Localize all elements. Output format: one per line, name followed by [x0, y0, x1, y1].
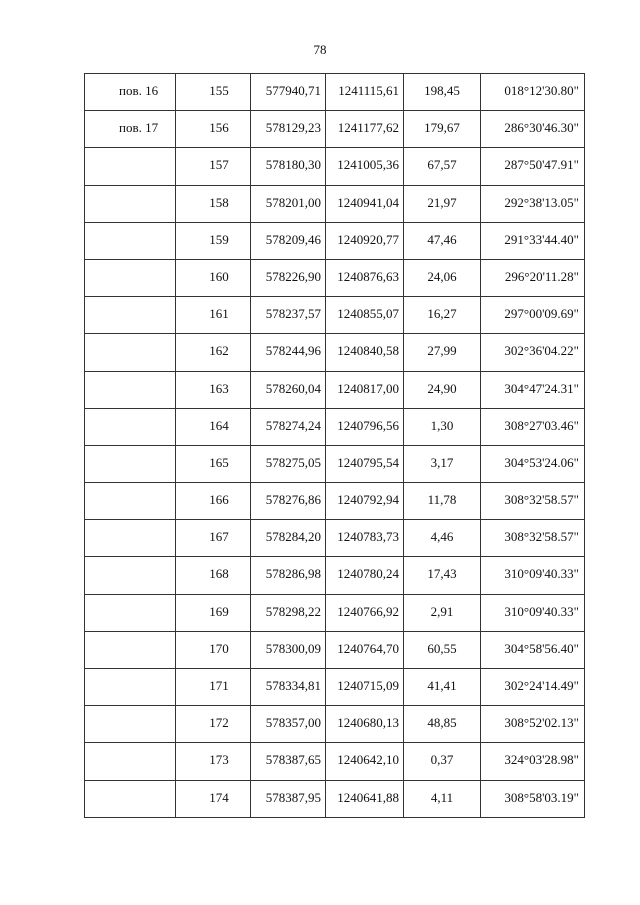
point-number-cell: [176, 520, 251, 557]
y-coordinate-cell: [326, 111, 404, 148]
point-number-cell: [176, 445, 251, 482]
point-number-cell-text: 155: [209, 83, 229, 98]
x-coordinate-cell-text: 578226,90: [265, 268, 321, 284]
length-cell: [404, 483, 481, 520]
direction-angle-cell-text: 296°20'11.28": [504, 268, 579, 284]
x-coordinate-cell-text: 578298,22: [265, 603, 321, 619]
table-row: [85, 557, 585, 594]
turn-point-cell-text: [85, 297, 175, 307]
direction-angle-cell-text: 292°38'13.05": [504, 194, 579, 210]
length-cell-text: 41,41: [427, 678, 457, 693]
turn-point-cell-text: [85, 372, 175, 382]
length-cell-text: 24,90: [427, 380, 457, 396]
direction-angle-cell-text: 304°53'24.06": [504, 454, 579, 470]
x-coordinate-cell: [251, 334, 326, 371]
length-cell: [404, 445, 481, 482]
length-cell: [404, 408, 481, 445]
y-coordinate-cell: [326, 780, 404, 817]
length-cell: [404, 520, 481, 557]
x-coordinate-cell: [251, 185, 326, 222]
direction-angle-cell: [481, 594, 585, 631]
coordinates-table: [84, 73, 585, 818]
direction-angle-cell: [481, 74, 585, 111]
y-coordinate-cell-text: 1240876,63: [337, 268, 399, 284]
direction-angle-cell-text: 308°32'58.57": [504, 492, 579, 508]
point-number-cell: [176, 408, 251, 445]
direction-angle-cell-text: 304°47'24.31": [504, 380, 579, 396]
turn-point-cell: [85, 557, 176, 594]
x-coordinate-cell: [251, 669, 326, 706]
x-coordinate-cell-text: 578387,95: [265, 789, 321, 805]
turn-point-cell-text: [85, 446, 175, 456]
turn-point-cell: [85, 259, 176, 296]
length-cell-text: 0,37: [430, 752, 454, 768]
x-coordinate-cell: [251, 743, 326, 780]
y-coordinate-cell-text: 1240840,58: [337, 343, 399, 359]
turn-point-cell-text: [85, 669, 175, 679]
direction-angle-cell-text: 302°24'14.49": [504, 678, 579, 693]
x-coordinate-cell-text: 578274,24: [265, 417, 321, 433]
point-number-cell: [176, 297, 251, 334]
x-coordinate-cell: [251, 520, 326, 557]
y-coordinate-cell: [326, 706, 404, 743]
turn-point-cell: [85, 483, 176, 520]
turn-point-cell-text: пов. 16: [119, 83, 159, 98]
table-row: [85, 743, 585, 780]
turn-point-cell: [85, 371, 176, 408]
point-number-cell-text: 166: [209, 492, 229, 508]
x-coordinate-cell-text: 578276,86: [265, 492, 321, 508]
point-number-cell-text: 171: [209, 678, 229, 693]
table-row: [85, 780, 585, 817]
x-coordinate-cell-text: 578180,30: [265, 157, 321, 173]
length-cell: [404, 557, 481, 594]
point-number-cell: [176, 334, 251, 371]
turn-point-cell: [85, 334, 176, 371]
x-coordinate-cell-text: 578284,20: [265, 529, 321, 545]
length-cell-text: 4,46: [430, 529, 454, 545]
turn-point-cell: [85, 780, 176, 817]
length-cell-text: 24,06: [427, 268, 457, 284]
y-coordinate-cell: [326, 185, 404, 222]
y-coordinate-cell-text: 1241005,36: [337, 157, 399, 173]
y-coordinate-cell: [326, 259, 404, 296]
x-coordinate-cell: [251, 148, 326, 185]
length-cell: [404, 222, 481, 259]
direction-angle-cell-text: 291°33'44.40": [504, 231, 579, 247]
y-coordinate-cell-text: 1240817,00: [337, 380, 399, 396]
y-coordinate-cell-text: 1240941,04: [337, 194, 399, 210]
point-number-cell: [176, 371, 251, 408]
point-number-cell-text: 170: [209, 640, 229, 656]
point-number-cell-text: 161: [209, 306, 229, 322]
length-cell: [404, 594, 481, 631]
direction-angle-cell: [481, 222, 585, 259]
length-cell-text: 16,27: [427, 306, 457, 322]
turn-point-cell-text: [85, 186, 175, 196]
point-number-cell: [176, 222, 251, 259]
point-number-cell-text: 158: [209, 194, 229, 210]
x-coordinate-cell: [251, 631, 326, 668]
point-number-cell-text: 167: [209, 529, 229, 545]
direction-angle-cell-text: 287°50'47.91": [504, 157, 579, 173]
point-number-cell: [176, 111, 251, 148]
y-coordinate-cell: [326, 334, 404, 371]
length-cell-text: 27,99: [427, 343, 457, 359]
table-row: [85, 222, 585, 259]
turn-point-cell: [85, 185, 176, 222]
x-coordinate-cell-text: 578286,98: [265, 566, 321, 582]
turn-point-cell-text: [85, 781, 175, 791]
table-row: [85, 594, 585, 631]
length-cell: [404, 111, 481, 148]
length-cell: [404, 334, 481, 371]
length-cell-text: 179,67: [424, 120, 460, 136]
y-coordinate-cell-text: 1240764,70: [337, 640, 399, 656]
coordinates-table-body: [85, 74, 585, 818]
point-number-cell-text: 159: [209, 231, 229, 247]
point-number-cell-text: 156: [209, 120, 229, 136]
turn-point-cell-text: [85, 632, 175, 642]
direction-angle-cell-text: 310°09'40.33": [504, 566, 579, 582]
table-row: [85, 706, 585, 743]
page-number: 78: [313, 42, 327, 57]
turn-point-cell-text: [85, 595, 175, 605]
point-number-cell-text: 157: [209, 157, 229, 173]
point-number-cell: [176, 74, 251, 111]
x-coordinate-cell: [251, 408, 326, 445]
length-cell-text: 17,43: [427, 566, 457, 582]
direction-angle-cell: [481, 148, 585, 185]
direction-angle-cell: [481, 297, 585, 334]
x-coordinate-cell: [251, 371, 326, 408]
turn-point-cell-text: [85, 557, 175, 567]
direction-angle-cell: [481, 557, 585, 594]
length-cell-text: 11,78: [427, 492, 457, 508]
y-coordinate-cell-text: 1240796,56: [337, 417, 399, 433]
turn-point-cell: [85, 520, 176, 557]
length-cell-text: 21,97: [427, 194, 457, 210]
table-row: [85, 631, 585, 668]
point-number-cell-text: 168: [209, 566, 229, 582]
point-number-cell: [176, 743, 251, 780]
x-coordinate-cell: [251, 445, 326, 482]
direction-angle-cell-text: 308°27'03.46": [504, 417, 579, 433]
point-number-cell-text: 163: [209, 380, 229, 396]
length-cell-text: 48,85: [427, 715, 457, 731]
y-coordinate-cell-text: 1240642,10: [337, 752, 399, 768]
x-coordinate-cell: [251, 483, 326, 520]
y-coordinate-cell-text: 1240715,09: [337, 678, 399, 693]
table-row: [85, 669, 585, 706]
x-coordinate-cell: [251, 111, 326, 148]
y-coordinate-cell-text: 1240783,73: [337, 529, 399, 545]
direction-angle-cell-text: 310°09'40.33": [504, 603, 579, 619]
direction-angle-cell-text: 308°52'02.13": [504, 715, 579, 731]
point-number-cell: [176, 259, 251, 296]
table-row: [85, 371, 585, 408]
point-number-cell: [176, 631, 251, 668]
direction-angle-cell: [481, 408, 585, 445]
turn-point-cell: [85, 297, 176, 334]
direction-angle-cell-text: 308°32'58.57": [504, 529, 579, 545]
x-coordinate-cell-text: 578334,81: [265, 678, 321, 693]
point-number-cell-text: 164: [209, 417, 229, 433]
turn-point-cell: [85, 222, 176, 259]
turn-point-cell-text: [85, 706, 175, 716]
turn-point-cell: [85, 631, 176, 668]
y-coordinate-cell: [326, 520, 404, 557]
turn-point-cell: [85, 594, 176, 631]
y-coordinate-cell: [326, 371, 404, 408]
table-row: [85, 408, 585, 445]
length-cell-text: 198,45: [424, 83, 460, 98]
point-number-cell: [176, 669, 251, 706]
y-coordinate-cell-text: 1240641,88: [337, 789, 399, 805]
table-row: [85, 297, 585, 334]
y-coordinate-cell: [326, 557, 404, 594]
direction-angle-cell-text: 286°30'46.30": [504, 120, 579, 136]
direction-angle-cell: [481, 445, 585, 482]
direction-angle-cell: [481, 185, 585, 222]
direction-angle-cell-text: 297°00'09.69": [504, 306, 579, 322]
turn-point-cell: [85, 111, 176, 148]
y-coordinate-cell: [326, 445, 404, 482]
point-number-cell: [176, 594, 251, 631]
turn-point-cell-text: [85, 260, 175, 270]
turn-point-cell-text: [85, 334, 175, 344]
length-cell: [404, 780, 481, 817]
direction-angle-cell: [481, 483, 585, 520]
x-coordinate-cell-text: 578275,05: [265, 454, 321, 470]
x-coordinate-cell: [251, 780, 326, 817]
x-coordinate-cell: [251, 74, 326, 111]
turn-point-cell-text: [85, 520, 175, 530]
point-number-cell: [176, 780, 251, 817]
length-cell-text: 3,17: [430, 454, 454, 470]
table-row: [85, 483, 585, 520]
length-cell: [404, 297, 481, 334]
x-coordinate-cell-text: 578201,00: [265, 194, 321, 210]
length-cell-text: 67,57: [427, 157, 457, 173]
length-cell-text: 1,30: [430, 417, 454, 433]
point-number-cell-text: 173: [209, 752, 229, 768]
table-row: [85, 74, 585, 111]
x-coordinate-cell-text: 577940,71: [265, 83, 321, 98]
direction-angle-cell: [481, 631, 585, 668]
turn-point-cell: [85, 445, 176, 482]
turn-point-cell-text: [85, 223, 175, 233]
point-number-cell: [176, 557, 251, 594]
direction-angle-cell-text: 302°36'04.22": [504, 343, 579, 359]
direction-angle-cell-text: 324°03'28.98": [504, 752, 579, 768]
turn-point-cell-text: [85, 483, 175, 493]
x-coordinate-cell-text: 578387,65: [265, 752, 321, 768]
length-cell: [404, 706, 481, 743]
length-cell: [404, 371, 481, 408]
direction-angle-cell: [481, 520, 585, 557]
y-coordinate-cell: [326, 222, 404, 259]
x-coordinate-cell: [251, 557, 326, 594]
direction-angle-cell: [481, 706, 585, 743]
table-row: [85, 445, 585, 482]
length-cell: [404, 743, 481, 780]
point-number-cell-text: 165: [209, 454, 229, 470]
turn-point-cell-text: [85, 148, 175, 158]
turn-point-cell-text: [85, 409, 175, 419]
length-cell: [404, 74, 481, 111]
turn-point-cell: [85, 148, 176, 185]
y-coordinate-cell-text: 1240680,13: [337, 715, 399, 731]
length-cell-text: 4,11: [430, 789, 454, 805]
x-coordinate-cell-text: 578357,00: [265, 715, 321, 731]
direction-angle-cell: [481, 111, 585, 148]
point-number-cell-text: 162: [209, 343, 229, 359]
table-row: [85, 259, 585, 296]
turn-point-cell: [85, 669, 176, 706]
y-coordinate-cell-text: 1240855,07: [337, 306, 399, 322]
y-coordinate-cell-text: 1240920,77: [337, 231, 399, 247]
direction-angle-cell-text: 308°58'03.19": [504, 789, 579, 805]
length-cell: [404, 259, 481, 296]
length-cell-text: 2,91: [430, 603, 454, 619]
x-coordinate-cell: [251, 297, 326, 334]
direction-angle-cell: [481, 371, 585, 408]
point-number-cell: [176, 706, 251, 743]
length-cell: [404, 148, 481, 185]
point-number-cell: [176, 483, 251, 520]
turn-point-cell: [85, 74, 176, 111]
turn-point-cell: [85, 408, 176, 445]
turn-point-cell: [85, 706, 176, 743]
y-coordinate-cell: [326, 743, 404, 780]
y-coordinate-cell-text: 1240780,24: [337, 566, 399, 582]
direction-angle-cell: [481, 780, 585, 817]
point-number-cell-text: 174: [209, 789, 229, 805]
y-coordinate-cell: [326, 669, 404, 706]
x-coordinate-cell-text: 578244,96: [265, 343, 321, 359]
y-coordinate-cell: [326, 631, 404, 668]
length-cell-text: 60,55: [427, 640, 457, 656]
direction-angle-cell-text: 304°58'56.40": [504, 640, 579, 656]
table-row: [85, 520, 585, 557]
table-row: [85, 111, 585, 148]
table-row: [85, 148, 585, 185]
direction-angle-cell: [481, 334, 585, 371]
length-cell: [404, 631, 481, 668]
table-row: [85, 185, 585, 222]
turn-point-cell-text: [85, 743, 175, 753]
x-coordinate-cell: [251, 259, 326, 296]
length-cell: [404, 185, 481, 222]
x-coordinate-cell-text: 578300,09: [265, 640, 321, 656]
x-coordinate-cell-text: 578129,23: [265, 120, 321, 136]
x-coordinate-cell: [251, 706, 326, 743]
y-coordinate-cell-text: 1241115,61: [338, 83, 399, 98]
direction-angle-cell: [481, 259, 585, 296]
point-number-cell-text: 172: [209, 715, 229, 731]
y-coordinate-cell: [326, 74, 404, 111]
point-number-cell-text: 169: [209, 603, 229, 619]
table-row: [85, 334, 585, 371]
y-coordinate-cell: [326, 297, 404, 334]
y-coordinate-cell: [326, 594, 404, 631]
y-coordinate-cell-text: 1240766,92: [337, 603, 399, 619]
direction-angle-cell-text: 018°12'30.80": [504, 83, 579, 98]
length-cell-text: 47,46: [427, 231, 457, 247]
direction-angle-cell: [481, 669, 585, 706]
y-coordinate-cell: [326, 408, 404, 445]
turn-point-cell: [85, 743, 176, 780]
y-coordinate-cell: [326, 483, 404, 520]
point-number-cell-text: 160: [209, 268, 229, 284]
x-coordinate-cell: [251, 594, 326, 631]
x-coordinate-cell-text: 578209,46: [265, 231, 321, 247]
y-coordinate-cell-text: 1240795,54: [337, 454, 399, 470]
y-coordinate-cell: [326, 148, 404, 185]
turn-point-cell-text: пов. 17: [119, 120, 159, 136]
direction-angle-cell: [481, 743, 585, 780]
length-cell: [404, 669, 481, 706]
x-coordinate-cell-text: 578260,04: [265, 380, 321, 396]
x-coordinate-cell-text: 578237,57: [265, 306, 321, 322]
point-number-cell: [176, 185, 251, 222]
y-coordinate-cell-text: 1241177,62: [337, 120, 399, 136]
x-coordinate-cell: [251, 222, 326, 259]
point-number-cell: [176, 148, 251, 185]
y-coordinate-cell-text: 1240792,94: [337, 492, 399, 508]
